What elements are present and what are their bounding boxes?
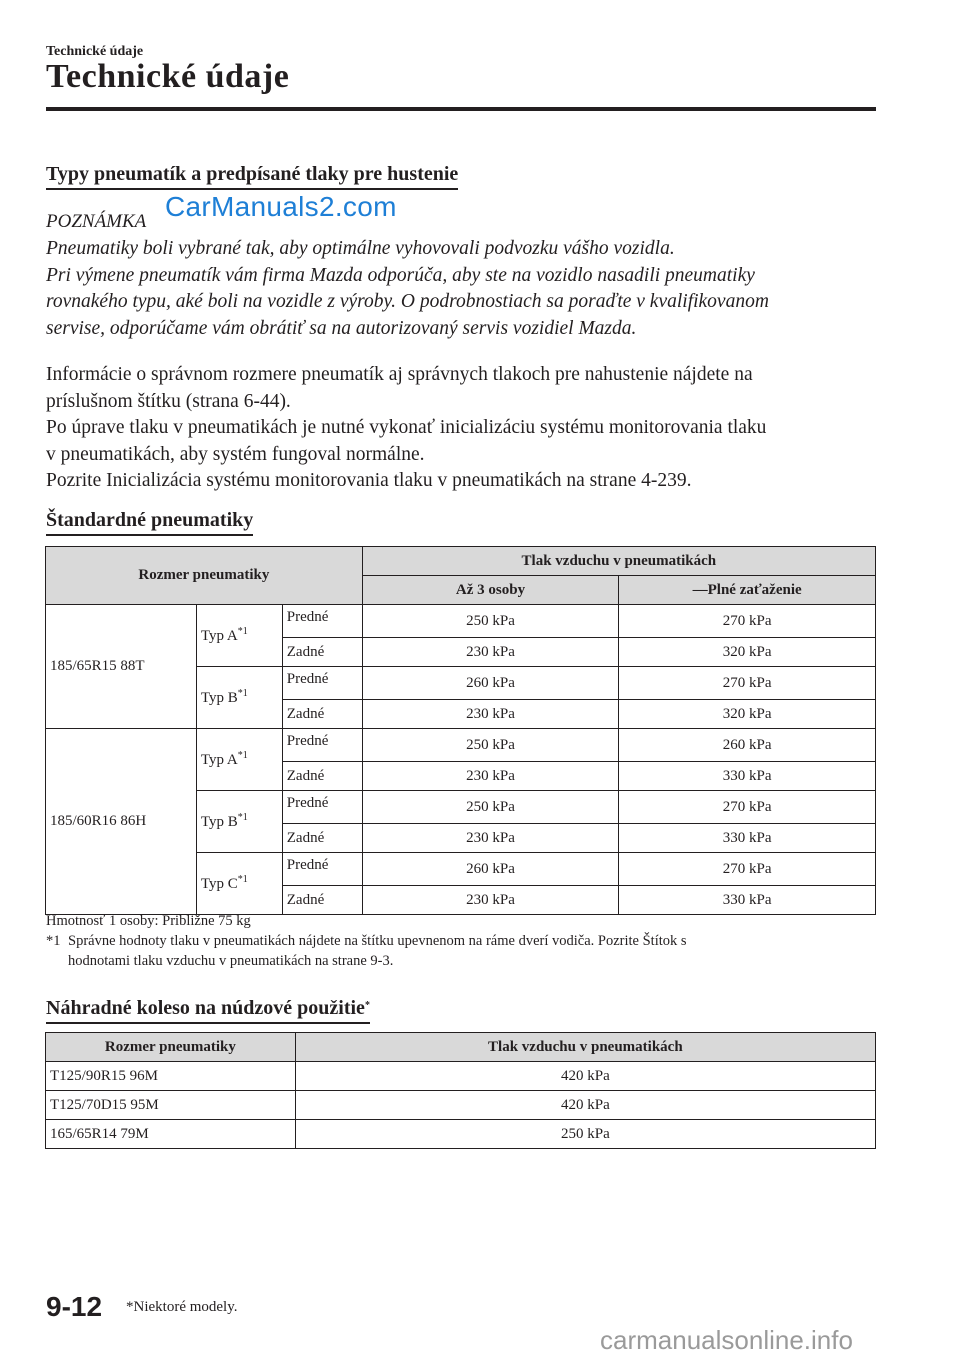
- pressure-cell: 230 kPa: [362, 824, 619, 853]
- location-cell: Predné: [282, 729, 362, 762]
- header-up-to-3: Až 3 osoby: [362, 576, 619, 605]
- pressure-cell: 320 kPa: [619, 638, 876, 667]
- pressure-cell: 320 kPa: [619, 700, 876, 729]
- pressure-cell: 250 kPa: [295, 1120, 875, 1149]
- tire-type-cell: Typ $A^{*1}$: [196, 729, 282, 791]
- location-cell: Predné: [282, 853, 362, 886]
- pressure-cell: 330 kPa: [619, 824, 876, 853]
- header-full-load: —Plné zaťaženie: [619, 576, 876, 605]
- pressure-cell: 270 kPa: [619, 791, 876, 824]
- table-row: [46, 729, 876, 762]
- location-cell: Zadné: [282, 700, 362, 729]
- tire-size-cell: 165/65R14 79M: [46, 1120, 296, 1149]
- spare-tire-table: [45, 1032, 876, 1149]
- body-line: v pneumatikách, aby systém fungoval normálne.: [46, 443, 425, 465]
- tire-size-cell: T125/90R15 96M: [46, 1062, 296, 1091]
- pressure-cell: 230 kPa: [362, 762, 619, 791]
- pressure-cell: 260 kPa: [619, 729, 876, 762]
- pressure-cell: 330 kPa: [619, 762, 876, 791]
- pressure-cell: 330 kPa: [619, 886, 876, 915]
- note-label: POZNÁMKA: [46, 211, 147, 232]
- pressure-cell: 250 kPa: [362, 605, 619, 638]
- footnote-line: hodnotami tlaku vzduchu v pneumatikách na strane 9-3.: [68, 953, 394, 969]
- running-head: Technické údaje: [46, 44, 144, 59]
- body-line: Informácie o správnom rozmere pneumatík aj správnych tlakoch pre nahustenie nájdete na: [46, 364, 753, 385]
- header-pressure: Tlak vzduchu v pneumatikách: [362, 547, 875, 576]
- location-cell: Zadné: [282, 886, 362, 915]
- location-cell: Zadné: [282, 762, 362, 791]
- header-tire-size: Rozmer pneumatiky: [46, 1033, 296, 1062]
- pressure-cell: 250 kPa: [362, 791, 619, 824]
- pressure-cell: 270 kPa: [619, 853, 876, 886]
- note-line: Pneumatiky boli vybrané tak, aby optimálne vyhovovali podvozku vášho vozidla.: [46, 238, 675, 259]
- table-row: [46, 605, 876, 638]
- body-line: Po úprave tlaku v pneumatikách je nutné vykonať inicializáciu systému monitorovania tlaku: [46, 417, 767, 438]
- site-watermark: carmanualsonline.info: [600, 1325, 853, 1355]
- tire-type-cell: Typ $B^{*1}$: [196, 791, 282, 853]
- tire-size-cell: T125/70D15 95M: [46, 1091, 296, 1120]
- table-row: [46, 1091, 876, 1120]
- header-pressure: Tlak vzduchu v pneumatikách: [295, 1033, 875, 1062]
- pressure-cell: 230 kPa: [362, 638, 619, 667]
- pressure-cell: 250 kPa: [362, 729, 619, 762]
- note-line: Pri výmene pneumatík vám firma Mazda odporúča, aby ste na vozidlo nasadili pneumatiky: [46, 264, 755, 286]
- location-cell: Predné: [282, 667, 362, 700]
- footnote-1: [46, 931, 876, 971]
- body-line: Pozrite Inicializácia systému monitorovania tlaku v pneumatikách na strane 4-239.: [46, 470, 692, 491]
- weight-note: Hmotnosť 1 osoby: Približne 75 kg: [46, 913, 251, 929]
- pressure-cell: 260 kPa: [362, 667, 619, 700]
- pressure-cell: 260 kPa: [362, 853, 619, 886]
- footnote-line: Správne hodnoty tlaku v pneumatikách nájdete na štítku upevnenom na ráme dverí vodiča. Pozrite Štítok s: [68, 933, 687, 949]
- note-line: servise, odporúčame vám obrátiť sa na autorizovaný servis vozidiel Mazda.: [46, 317, 637, 339]
- location-cell: Zadné: [282, 824, 362, 853]
- location-cell: Predné: [282, 605, 362, 638]
- section-heading-standard-tires: Štandardné pneumatiky: [46, 508, 253, 536]
- section-heading-spare-wheel: Náhradné koleso na núdzové použitie*: [46, 994, 370, 1024]
- pressure-cell: 420 kPa: [295, 1062, 875, 1091]
- table-row: [46, 1120, 876, 1149]
- pressure-cell: 270 kPa: [619, 667, 876, 700]
- tire-type-cell: Typ $A^{*1}$: [196, 605, 282, 667]
- pressure-cell: 270 kPa: [619, 605, 876, 638]
- pressure-cell: 230 kPa: [362, 700, 619, 729]
- table-row: [46, 1062, 876, 1091]
- note-line: rovnakého typu, aké boli na vozidle z výroby. O podrobnostiach sa poraďte v kvalifikovanom: [46, 291, 769, 312]
- note-body: [46, 236, 881, 342]
- standard-tire-table: [45, 546, 876, 915]
- footnotes: [46, 911, 876, 971]
- page-footnote: *Niektoré modely.: [126, 1299, 238, 1315]
- location-cell: Zadné: [282, 638, 362, 667]
- tire-type-cell: Typ $B^{*1}$: [196, 667, 282, 729]
- pressure-cell: 420 kPa: [295, 1091, 875, 1120]
- pressure-cell: 230 kPa: [362, 886, 619, 915]
- location-cell: Predné: [282, 791, 362, 824]
- title-rule: [46, 107, 876, 111]
- tire-size-cell: 185/60R16 86H: [46, 729, 197, 915]
- header-tire-size: Rozmer pneumatiky: [46, 547, 363, 605]
- tire-size-cell: 185/65R15 88T: [46, 605, 197, 729]
- body-text: [46, 362, 881, 495]
- page-number: 9-12: [46, 1291, 103, 1322]
- watermark-logo: CarManuals2.com: [165, 191, 397, 222]
- section-heading-tire-types: Typy pneumatík a predpísané tlaky pre hustenie: [46, 162, 458, 190]
- tire-type-cell: Typ $C^{*1}$: [196, 853, 282, 915]
- footnote-mark: *1: [46, 933, 61, 949]
- body-line: príslušnom štítku (strana 6-44).: [46, 390, 291, 412]
- chapter-title: Technické údaje: [46, 58, 290, 95]
